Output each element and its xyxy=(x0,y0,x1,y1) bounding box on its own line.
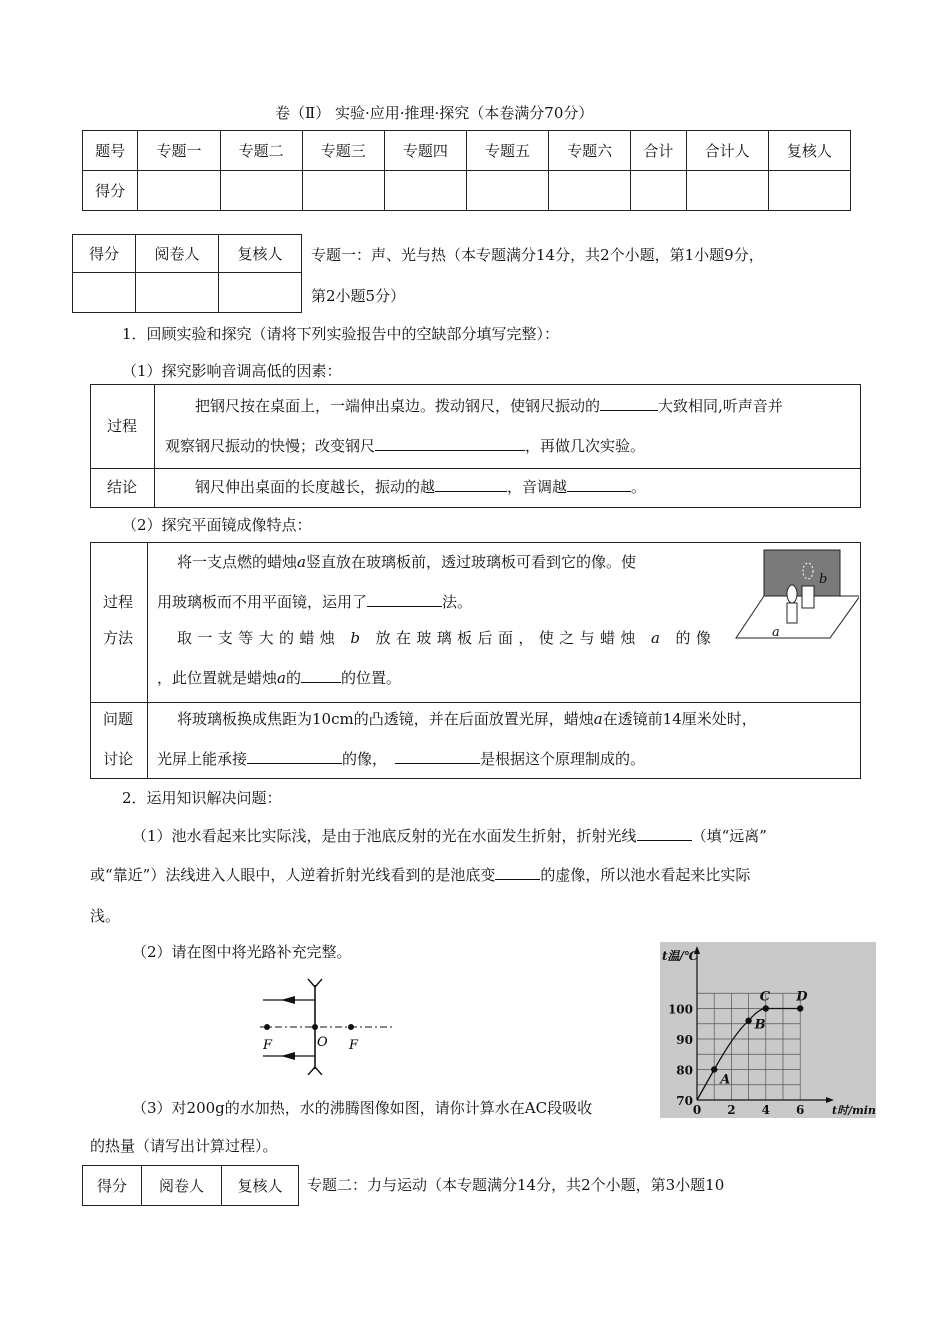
mirror-line2 xyxy=(157,591,472,612)
grader-reviewer-label: 复核人 xyxy=(222,1166,299,1206)
q1-sub2: （2）探究平面镜成像特点： xyxy=(122,516,312,534)
grader-score-label: 得分 xyxy=(83,1166,142,1206)
text: （3）对200g的水加热，水的沸腾图像如图，请你计算水在AC段吸收 xyxy=(132,1099,593,1117)
mirror-table xyxy=(90,542,861,779)
data-point xyxy=(797,1005,803,1011)
score-field[interactable] xyxy=(631,171,686,211)
score-field[interactable] xyxy=(220,171,302,211)
y-tick-label: 70 xyxy=(676,1094,693,1108)
pitch-process-line1 xyxy=(195,395,783,416)
answer-blank[interactable] xyxy=(367,591,442,607)
answer-blank[interactable] xyxy=(247,748,342,764)
mirror-figure xyxy=(734,548,859,653)
chart-background xyxy=(660,942,876,1118)
text: 取一支等大的蜡烛 xyxy=(177,629,341,647)
header-cell: 专题一 xyxy=(138,131,220,171)
boiling-chart xyxy=(660,942,876,1118)
process-label: 过程 xyxy=(107,417,138,435)
header-cell: 专题五 xyxy=(466,131,548,171)
text: 观察钢尺振动的快慢；改变钢尺 xyxy=(165,437,376,455)
header-cell: 复核人 xyxy=(768,131,850,171)
point-label: A xyxy=(720,1072,731,1088)
x-tick-label: 6 xyxy=(796,1103,805,1117)
score-field[interactable] xyxy=(302,171,384,211)
header-cell: 专题二 xyxy=(220,131,302,171)
text: 的像， xyxy=(342,750,388,768)
data-point xyxy=(745,1018,751,1024)
grader-reader-label: 阅卷人 xyxy=(136,235,219,273)
point-label: C xyxy=(759,989,771,1005)
candle-a xyxy=(787,603,797,623)
row-label: 得分 xyxy=(83,171,138,211)
grader-box-1 xyxy=(72,234,302,313)
mirror-line1 xyxy=(177,551,636,572)
discussion-line1 xyxy=(177,708,757,729)
conclusion-label: 结论 xyxy=(107,478,138,496)
discussion-line2 xyxy=(157,748,645,769)
text: 的虚像，所以池水看起来比实际 xyxy=(540,866,751,884)
text: 钢尺伸出桌面的长度越长，振动的越 xyxy=(195,478,436,496)
data-point xyxy=(711,1066,717,1072)
q2-p6: 的热量（请写出计算过程）。 xyxy=(90,1137,278,1155)
q2-p4: （2）请在图中将光路补充完整。 xyxy=(132,943,352,961)
lens-diagram xyxy=(255,975,400,1075)
var: a xyxy=(277,669,286,687)
text: ，音调越 xyxy=(507,478,568,496)
topic1-heading-cont: 第2小题5分） xyxy=(311,287,406,305)
y-axis-label: t温/℃ xyxy=(662,949,699,963)
center-dot xyxy=(312,1024,318,1030)
answer-blank[interactable] xyxy=(395,748,480,764)
score-field[interactable] xyxy=(686,171,768,211)
header-cell: 合计人 xyxy=(686,131,768,171)
score-field[interactable] xyxy=(768,171,850,211)
x-tick-label: 4 xyxy=(761,1103,770,1117)
header-cell: 专题三 xyxy=(302,131,384,171)
ray-top-arrow-icon xyxy=(281,996,295,1004)
grader-field[interactable] xyxy=(219,273,302,313)
answer-blank[interactable] xyxy=(435,476,507,492)
header-cell: 专题六 xyxy=(549,131,631,171)
answer-blank[interactable] xyxy=(567,476,631,492)
process-method-label-2: 方法 xyxy=(103,629,134,647)
mirror-line4 xyxy=(157,667,401,688)
text: ，此位置就是蜡烛 xyxy=(157,669,278,687)
label-o: O xyxy=(317,1035,328,1050)
ray-bottom-arrow-icon xyxy=(281,1052,295,1060)
text: 的位置。 xyxy=(340,669,401,687)
text: 的 xyxy=(285,669,301,687)
score-field[interactable] xyxy=(549,171,631,211)
var: a xyxy=(650,629,666,647)
q2-p5 xyxy=(132,1097,592,1118)
page-title: 卷（Ⅱ） 实验·应用·推理·探究（本卷满分70分） xyxy=(275,104,594,122)
score-field[interactable] xyxy=(466,171,548,211)
q2-p2 xyxy=(90,864,750,885)
text: （1）池水看起来比实际浅，是由于池底反射的光在水面发生折射，折射光线 xyxy=(132,827,637,845)
text: 将一支点燃的蜡烛 xyxy=(177,553,298,571)
header-cell: 合计 xyxy=(631,131,686,171)
text: 把钢尺按在桌面上，一端伸出桌边。拨动钢尺，使钢尺振动的 xyxy=(195,397,601,415)
var: a xyxy=(593,710,603,728)
q1-sub1: （1）探究影响音调高低的因素： xyxy=(122,362,342,380)
pitch-process-line2 xyxy=(165,435,645,456)
flame-icon xyxy=(787,585,797,603)
var: a xyxy=(297,553,306,571)
text: 在透镜前14厘米处时， xyxy=(602,710,757,728)
y-tick-label: 80 xyxy=(676,1063,693,1078)
text: 大致相同,听声音并 xyxy=(658,397,783,415)
focus-right-dot xyxy=(348,1024,354,1030)
discussion-label-1: 问题 xyxy=(103,710,134,728)
score-field[interactable] xyxy=(384,171,466,211)
text: 法。 xyxy=(442,593,473,611)
text: （填“远离” xyxy=(691,827,767,845)
grader-reader-label: 阅卷人 xyxy=(142,1166,222,1206)
text: 光屏上能承接 xyxy=(157,750,248,768)
grader-field[interactable] xyxy=(73,273,136,313)
pitch-conclusion-line xyxy=(195,476,646,497)
answer-blank[interactable] xyxy=(495,864,540,880)
text: 是根据这个原理制成的。 xyxy=(480,750,646,768)
score-table xyxy=(82,130,851,211)
text: 的像 xyxy=(675,629,717,647)
grader-field[interactable] xyxy=(136,273,219,313)
candle-b xyxy=(802,586,814,608)
label-b: b xyxy=(819,572,828,587)
text: 或“靠近”）法线进入人眼中，人逆着折射光线看到的是池底变 xyxy=(90,866,496,884)
q2-p1 xyxy=(132,825,767,846)
y-tick-label: 100 xyxy=(667,1002,693,1017)
header-cell: 专题四 xyxy=(384,131,466,171)
answer-blank[interactable] xyxy=(375,435,525,451)
discussion-label-2: 讨论 xyxy=(103,750,134,768)
y-tick-label: 90 xyxy=(676,1033,693,1047)
text: 竖直放在玻璃板前，透过玻璃板可看到它的像。使 xyxy=(305,553,636,571)
score-field[interactable] xyxy=(138,171,220,211)
grader-box-2 xyxy=(82,1165,299,1206)
point-label: D xyxy=(796,989,808,1005)
x-tick-label: 0 xyxy=(692,1103,702,1117)
topic2-heading: 专题二：力与运动（本专题满分14分，共2个小题，第3小题10 xyxy=(307,1176,725,1194)
label-f-right: F xyxy=(349,1038,359,1053)
grader-score-label: 得分 xyxy=(73,235,136,273)
q1-title: 1．回顾实验和探究（请将下列实验报告中的空缺部分填写完整）： xyxy=(122,325,560,343)
var: b xyxy=(350,629,366,647)
text: 放在玻璃板后面，使之与蜡烛 xyxy=(375,629,641,647)
mirror-line3 xyxy=(177,627,716,648)
q2-p3: 浅。 xyxy=(90,907,121,925)
process-method-label-1: 过程 xyxy=(103,593,134,611)
text: 将玻璃板换成焦距为10cm的凸透镜，并在后面放置光屏，蜡烛 xyxy=(177,710,594,728)
focus-left-dot xyxy=(264,1024,270,1030)
answer-blank[interactable] xyxy=(637,825,692,841)
q2-title: 2．运用知识解决问题： xyxy=(122,789,282,807)
x-tick-label: 2 xyxy=(727,1103,736,1117)
grader-reviewer-label: 复核人 xyxy=(219,235,302,273)
label-a: a xyxy=(772,625,780,640)
data-point xyxy=(763,1005,769,1011)
text: ，再做几次实验。 xyxy=(525,437,646,455)
x-axis-label: t时/min xyxy=(832,1104,876,1117)
header-cell: 题号 xyxy=(83,131,138,171)
text: 用玻璃板而不用平面镜，运用了 xyxy=(157,593,368,611)
answer-blank[interactable] xyxy=(600,395,658,411)
label-f-left: F xyxy=(263,1038,273,1053)
point-label: B xyxy=(754,1017,766,1033)
topic1-heading: 专题一：声、光与热（本专题满分14分，共2个小题，第1小题9分， xyxy=(311,246,764,264)
pitch-table xyxy=(90,384,861,508)
text: 。 xyxy=(631,478,647,496)
answer-blank[interactable] xyxy=(301,667,341,683)
